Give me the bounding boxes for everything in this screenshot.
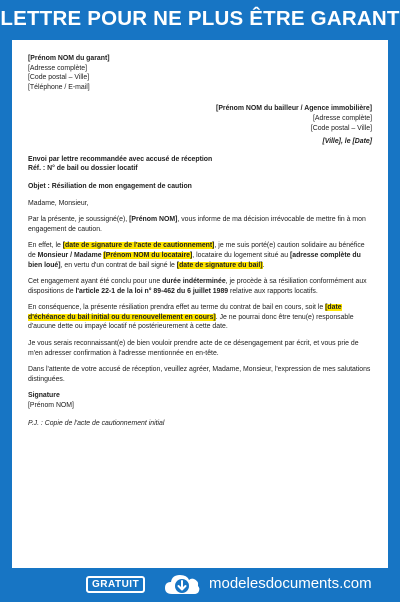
paragraph-2 <box>28 241 372 270</box>
recipient-city: [Code postal – Ville] <box>310 124 372 132</box>
p3-text: , je procède à sa résiliation conformément aux dispositions de <box>28 278 367 295</box>
sender-address: [Adresse complète] <box>28 64 87 72</box>
subject-line: Objet : Résiliation de mon engagement de caution <box>28 182 192 190</box>
highlight-tenant-name: [Prénom NOM du locataire] <box>103 251 193 259</box>
sender-name: [Prénom NOM du garant] <box>28 55 110 62</box>
p3-text: relative aux rapports locatifs. <box>228 287 318 295</box>
p4-text: En conséquence, la présente résiliation prendra effet au terme du contrat de bail en cours, soit le <box>28 304 326 312</box>
p1-text: Par la présente, je soussigné(e), <box>28 216 130 224</box>
signature-block <box>28 391 372 410</box>
p1-name: [Prénom NOM] <box>129 216 178 224</box>
paragraph-1 <box>28 215 372 234</box>
p3-text: Cet engagement ayant été conclu pour une <box>28 278 163 286</box>
highlight-caution-date: [date de signature de l'acte de cautionnement] <box>62 242 215 250</box>
p3-law: l'article 22-1 de la loi n° 89-462 du 6 juillet 1989 <box>75 287 229 295</box>
sender-block <box>28 54 372 92</box>
p4-text: . Je ne pourrai donc être tenu(e) responsable d'aucune dette ou impayé locatif né postérieurement à cette date. <box>28 313 354 331</box>
salutation: Madame, Monsieur, <box>28 199 89 207</box>
p2-civility: Monsieur / Madame <box>37 251 104 259</box>
signature-label: Signature <box>28 392 60 400</box>
sender-city: [Code postal – Ville] <box>28 74 90 82</box>
sending-mode: Envoi par lettre recommandée avec accusé de réception <box>28 155 213 163</box>
recipient-block <box>28 104 372 146</box>
sender-contact: [Téléphone / E-mail] <box>28 83 90 91</box>
p2-text: . <box>262 261 265 269</box>
p2-address: [adresse complète du bien loué] <box>28 251 361 269</box>
place-date: [Ville], le [Date] <box>322 138 372 146</box>
footer-bar <box>0 568 400 600</box>
paragraph-3 <box>28 277 372 296</box>
attachment-note: P.J. : Copie de l'acte de cautionnement initial <box>28 419 165 427</box>
signature-name: [Prénom NOM] <box>28 402 74 410</box>
reference: Réf. : N° de bail ou dossier locatif <box>28 165 138 173</box>
p3-duration: durée indéterminée <box>162 278 226 286</box>
paragraph-5: Je vous serais reconnaissant(e) de bien vouloir prendre acte de ce désengagement par écrit, et vous prie de m'en adresser confirmation à l'adresse mentionnée en en-tête. <box>28 340 359 357</box>
cloud-download-icon[interactable] <box>163 571 201 597</box>
highlight-end-date: [date d'échéance du bail initial ou du renouvellement en cours] <box>28 304 342 321</box>
letter-paper <box>12 40 388 568</box>
paragraph-6: Dans l'attente de votre accusé de réception, veuillez agréer, Madame, Monsieur, l'expression de mes salutations distinguées. <box>28 366 371 383</box>
sending-block <box>28 155 372 174</box>
site-link[interactable]: modelesdocuments.com <box>209 575 372 592</box>
highlight-lease-date: [date de signature du bail] <box>176 261 263 269</box>
recipient-name: [Prénom NOM du bailleur / Agence immobilière] <box>216 105 372 113</box>
p2-text: , je me suis porté(e) caution solidaire au bénéfice de <box>28 242 365 259</box>
p2-text: En effet, le <box>28 242 63 250</box>
free-badge: GRATUIT <box>86 576 145 593</box>
p1-text-end: , vous informe de ma décision irrévocable de mettre fin à mon engagement de caution. <box>28 216 366 233</box>
title-banner <box>0 0 400 38</box>
page-title: LETTRE POUR NE PLUS ÊTRE GARANT <box>0 7 400 30</box>
p2-text: , locataire du logement situé au <box>192 251 290 259</box>
paragraph-4 <box>28 303 372 332</box>
recipient-address: [Adresse complète] <box>313 114 372 122</box>
p2-text: , en vertu d'un contrat de bail signé le <box>60 261 177 269</box>
